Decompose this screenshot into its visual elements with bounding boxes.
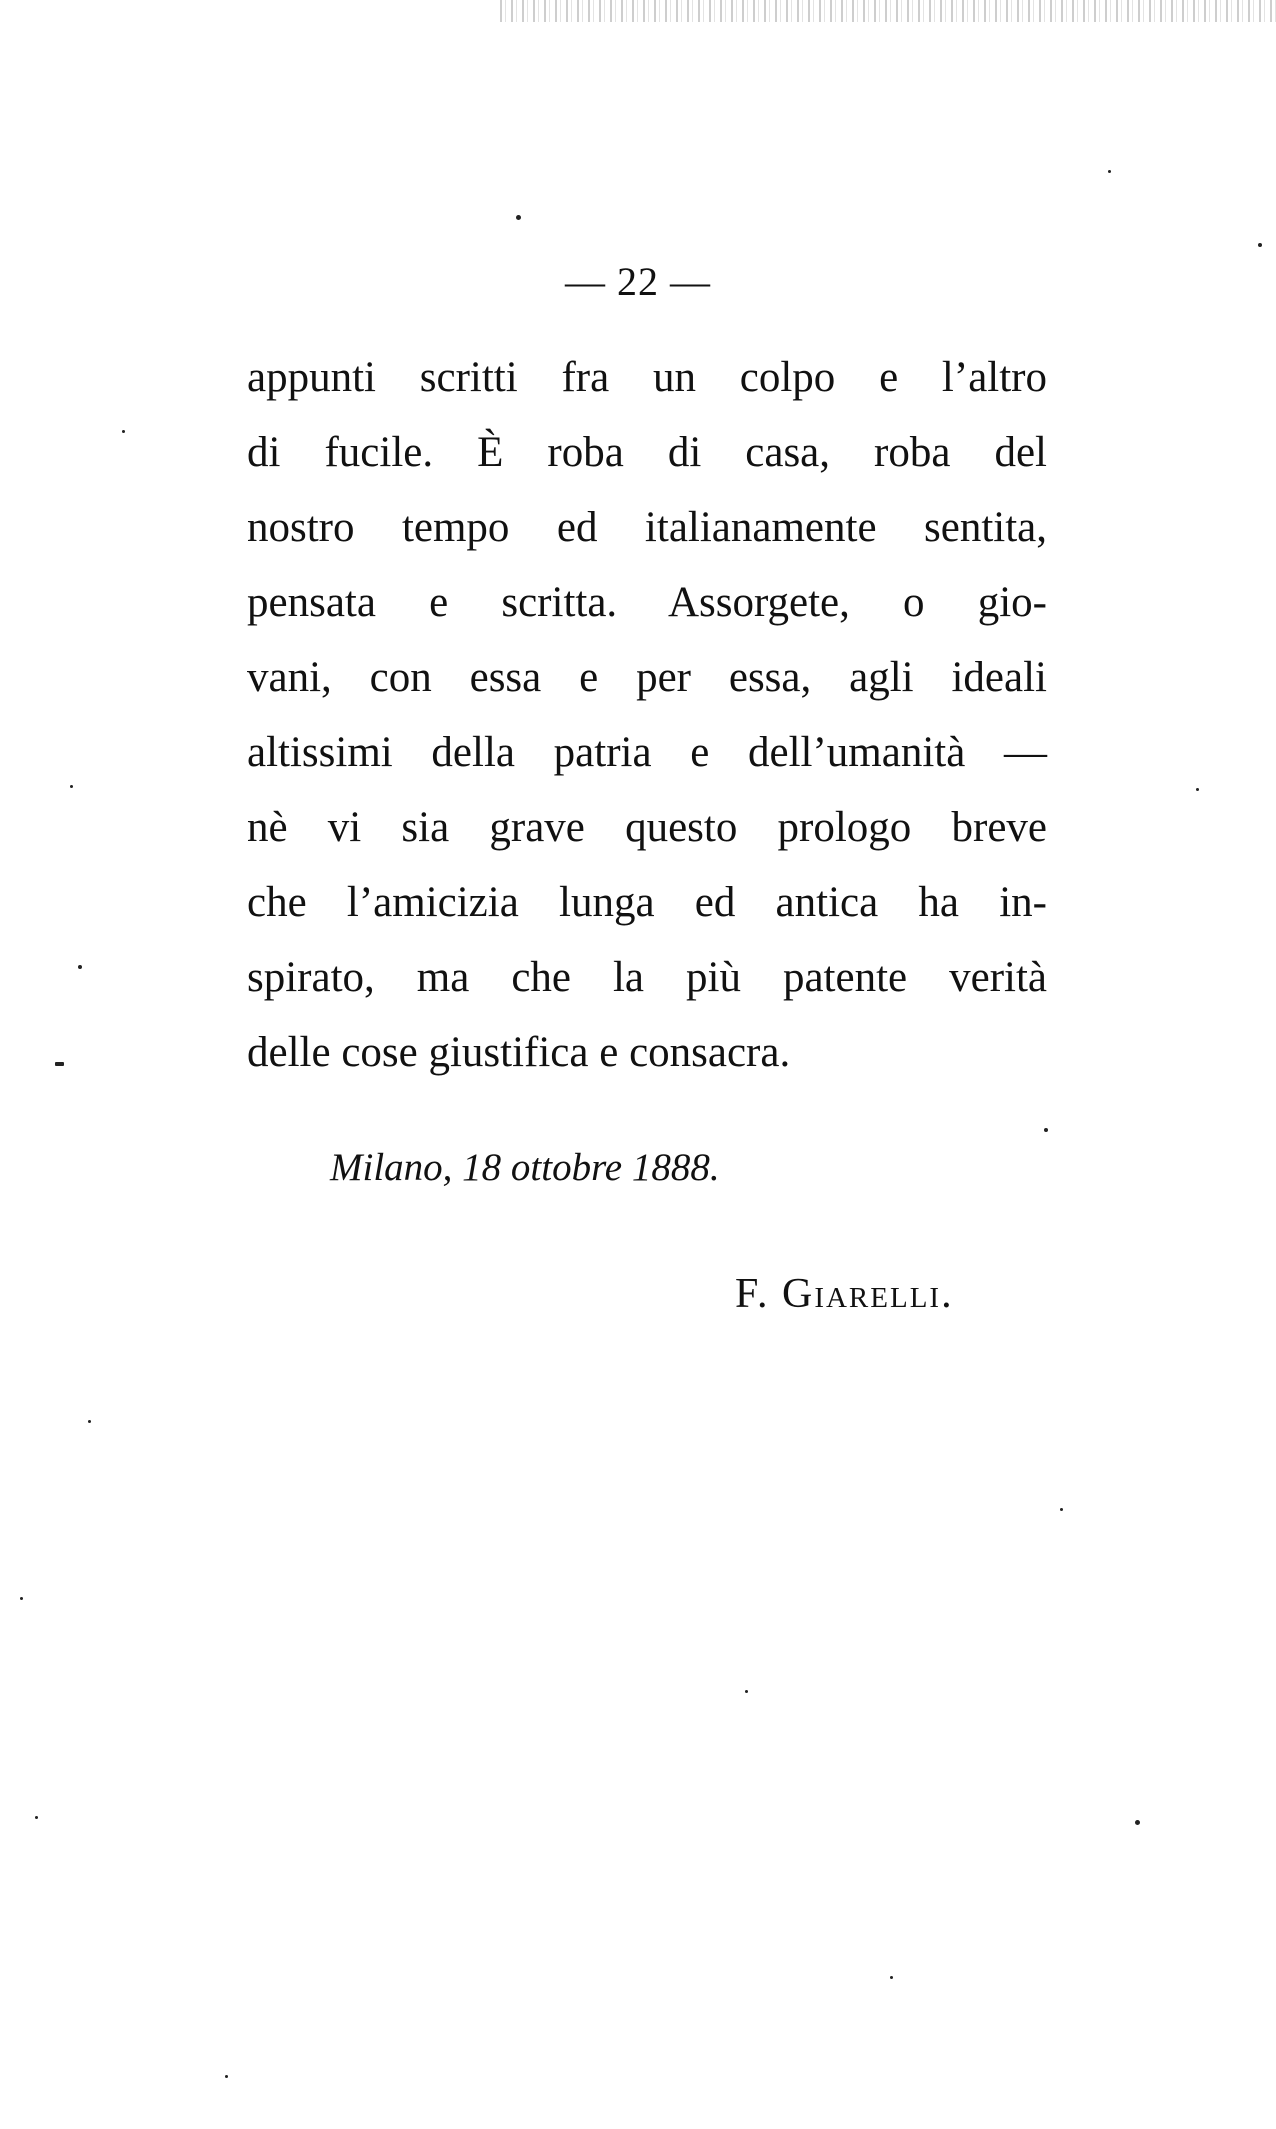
scan-speck [225,2075,228,2078]
text-line: nostro tempo ed italianamente sentita, [247,504,1047,551]
scan-speck [1108,170,1111,173]
scan-speck [122,430,125,433]
text-line: appunti scritti fra un colpo e l’altro [247,354,1047,401]
scan-speck [1196,788,1199,791]
scan-speck [55,1062,64,1066]
scan-speck [35,1816,38,1819]
signature: F. Giarelli. [735,1271,954,1317]
body-paragraph [247,340,1047,1090]
scan-speck [1044,1128,1048,1132]
text-line: altissimi della patria e dell’umanità — [247,729,1047,776]
scan-speck [20,1597,23,1600]
text-line: che l’amicizia lunga ed antica ha in- [247,879,1047,926]
scan-noise-strip [500,0,1276,22]
text-line: pensata e scritta. Assorgete, o gio- [247,579,1047,626]
scan-speck [1135,1820,1140,1825]
text-line: nè vi sia grave questo prologo breve [247,804,1047,851]
dateline: Milano, 18 ottobre 1888. [330,1146,720,1189]
text-line: delle cose giustifica e consacra. [247,1029,791,1076]
scan-speck [88,1420,91,1423]
scan-speck [1060,1508,1063,1511]
scan-speck [890,1976,893,1979]
scan-speck [70,785,73,788]
page-number: — 22 — [565,259,711,304]
text-line: di fucile. È roba di casa, roba del [247,429,1047,476]
scan-speck [745,1690,748,1693]
text-line: spirato, ma che la più patente verità [247,954,1047,1001]
scan-speck [1258,243,1262,247]
scan-speck [516,215,521,220]
scan-speck [78,965,82,969]
text-line: vani, con essa e per essa, agli ideali [247,654,1047,701]
